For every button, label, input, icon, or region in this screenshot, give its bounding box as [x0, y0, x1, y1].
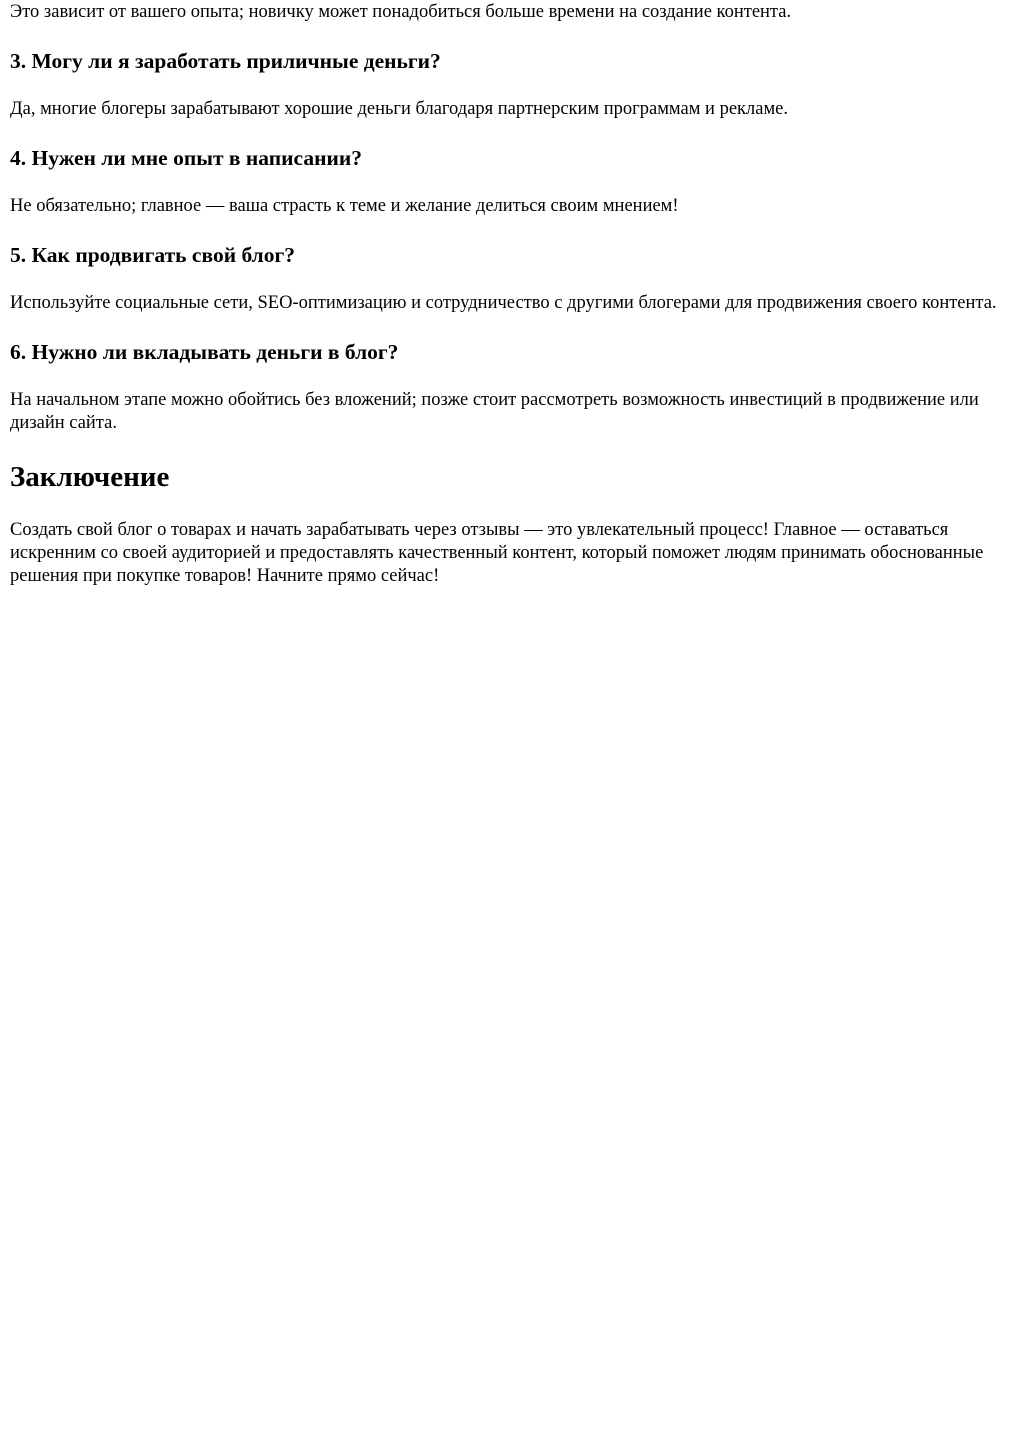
faq-answer-5: Используйте социальные сети, SEO-оптимизацию и сотрудничество с другими блогерами для продвижения своего контента.: [10, 293, 997, 313]
faq-question-5: 5. Как продвигать свой блог?: [10, 243, 295, 267]
faq-question-4: 4. Нужен ли мне опыт в написании?: [10, 146, 363, 170]
faq-answer-3: Да, многие блогеры зарабатывают хорошие деньги благодаря партнерским программам и рекламе.: [10, 99, 789, 119]
faq-answer-4: Не обязательно; главное — ваша страсть к теме и желание делиться своим мнением!: [10, 196, 679, 216]
article-content: [0, 1, 1024, 588]
faq-question-3: 3. Могу ли я заработать приличные деньги?: [10, 49, 441, 73]
conclusion-text: Создать свой блог о товарах и начать зарабатывать через отзывы — это увлекательный процесс! Главное — оставаться искренним со своей аудиторией и предоставлять качественный контент, который поможет людям принимать обоснованные решения при покупке товаров! Начните прямо сейчас!: [10, 520, 984, 586]
faq-question-6: 6. Нужно ли вкладывать деньги в блог?: [10, 340, 399, 364]
faq-answer-6: На начальном этапе можно обойтись без вложений; позже стоит рассмотреть возможность инвестиций в продвижение или дизайн сайта.: [10, 390, 979, 433]
faq-answer-2: Это зависит от вашего опыта; новичку может понадобиться больше времени на создание контента.: [10, 2, 792, 22]
conclusion-heading: Заключение: [10, 461, 170, 493]
